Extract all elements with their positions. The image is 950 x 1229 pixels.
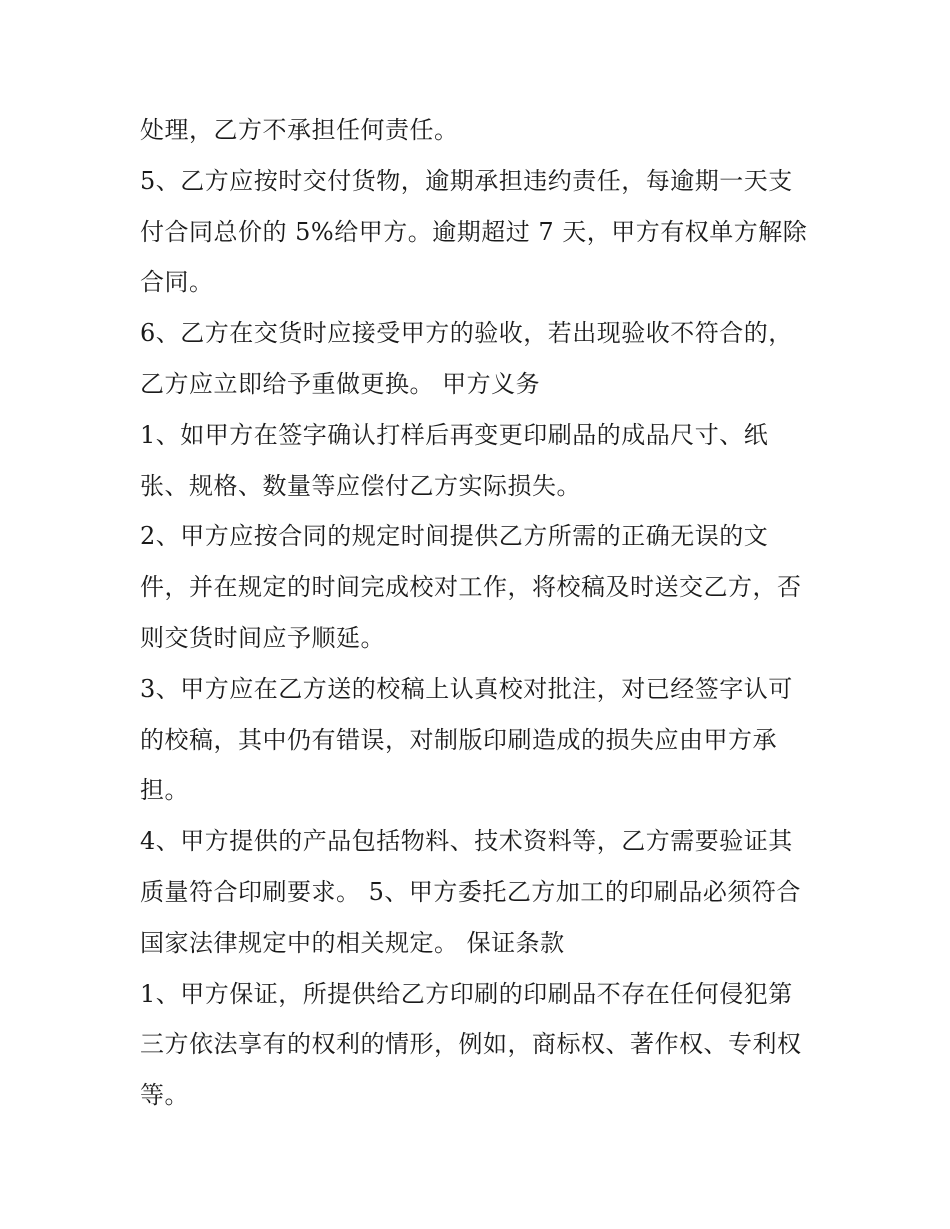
text-line: 三方依法享有的权利的情形，例如，商标权、著作权、专利权 — [140, 1030, 802, 1059]
text-line: 国家法律规定中的相关规定。 保证条款 — [140, 928, 565, 957]
text-line: 件，并在规定的时间完成校对工作，将校稿及时送交乙方，否 — [140, 573, 802, 602]
text-line: 3、甲方应在乙方送的校稿上认真校对批注，对已经签字认可 — [140, 674, 793, 703]
text-line: 2、甲方应按合同的规定时间提供乙方所需的正确无误的文 — [140, 522, 769, 551]
text-line: 5、乙方应按时交付货物，逾期承担违约责任，每逾期一天支 — [140, 166, 793, 195]
text-line: 1、如甲方在签字确认打样后再变更印刷品的成品尺寸、纸 — [140, 420, 769, 449]
text-line: 张、规格、数量等应偿付乙方实际损失。 — [140, 471, 581, 500]
text-line: 4、甲方提供的产品包括物料、技术资料等，乙方需要验证其 — [140, 827, 793, 856]
text-line: 等。 — [140, 1081, 189, 1110]
text-line: 6、乙方在交货时应接受甲方的验收，若出现验收不符合的， — [140, 319, 793, 348]
document-body — [140, 105, 830, 1121]
text-line: 处理，乙方不承担任何责任。 — [140, 116, 459, 144]
text-line: 则交货时间应予顺延。 — [140, 623, 385, 652]
text-line: 的校稿，其中仍有错误，对制版印刷造成的损失应由甲方承 — [140, 725, 777, 754]
text-line: 付合同总价的 5%给甲方。逾期超过 7 天，甲方有权单方解除 — [140, 217, 808, 246]
text-line: 1、甲方保证，所提供给乙方印刷的印刷品不存在任何侵犯第 — [140, 979, 793, 1008]
text-line: 乙方应立即给予重做更换。 甲方义务 — [140, 369, 541, 398]
text-line: 担。 — [140, 776, 189, 805]
text-line: 质量符合印刷要求。 5、甲方委托乙方加工的印刷品必须符合 — [140, 877, 801, 906]
text-line: 合同。 — [140, 268, 214, 297]
